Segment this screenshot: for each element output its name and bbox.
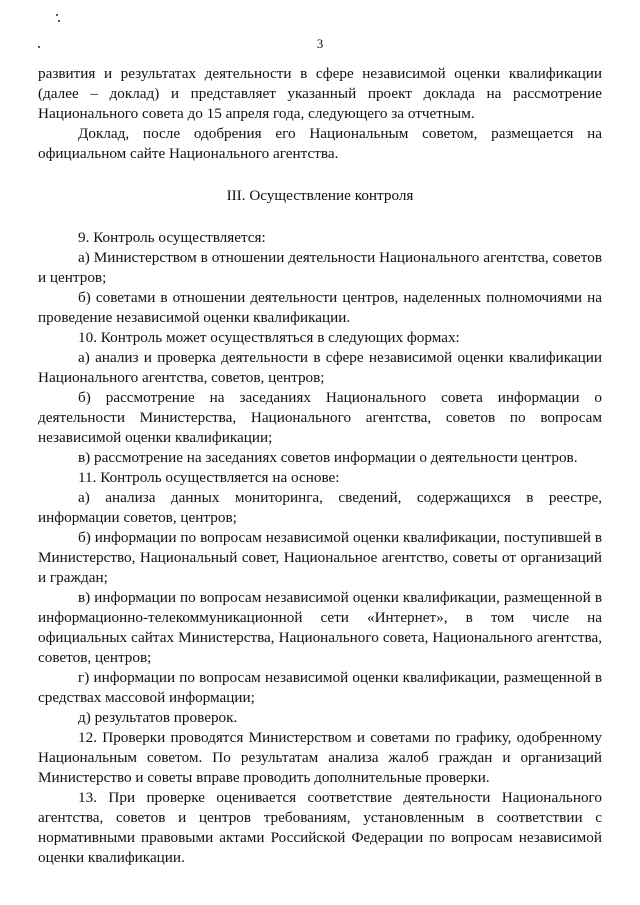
paragraph: б) советами в отношении деятельности центров, наделенных полномочиями на проведение независимой оценки квалификации. (38, 289, 602, 326)
paragraph: 13. При проверке оценивается соответствие деятельности Национального агентства, советов и центров требованиям, установленным в соответствии с нормативными правовыми актами Российской Федерации по вопросам независимой оценки квалификации. (38, 789, 602, 866)
scan-speck (58, 20, 60, 22)
paragraph: 11. Контроль осуществляется на основе: (78, 469, 340, 486)
paragraph: в) рассмотрение на заседаниях советов информации о деятельности центров. (78, 449, 578, 466)
paragraph: д) результатов проверок. (78, 709, 238, 726)
paragraph: в) информации по вопросам независимой оценки квалификации, размещенной в информационно-телекоммуникационной сети «Интернет», в том числе на официальных сайтах Министерства, Национального совета, Национального агентства, советов, центров; (38, 589, 602, 666)
paragraph: г) информации по вопросам независимой оценки квалификации, размещенной в средствах массовой информации; (38, 669, 602, 706)
paragraphs-after-heading (38, 228, 602, 868)
page-number: 3 (316, 36, 324, 51)
paragraph: а) анализ и проверка деятельности в сфере независимой оценки квалификации Национального агентства, советов, центров; (38, 349, 602, 386)
paragraph: а) анализа данных мониторинга, сведений, содержащихся в реестре, информации советов, центров; (38, 489, 602, 526)
paragraphs-before-heading (38, 64, 602, 164)
paragraph: 10. Контроль может осуществляться в следующих формах: (78, 329, 460, 346)
document-body (38, 64, 602, 868)
scan-speck (56, 14, 58, 16)
paragraph: а) Министерством в отношении деятельности Национального агентства, советов и центров; (38, 249, 602, 286)
paragraph: б) информации по вопросам независимой оценки квалификации, поступившей в Министерство, Национальный совет, Национальное агентство, советы от организаций и граждан; (38, 529, 602, 586)
section-heading: III. Осуществление контроля (226, 187, 414, 204)
paragraph: 9. Контроль осуществляется: (78, 229, 266, 246)
paragraph: развития и результатах деятельности в сфере независимой оценки квалификации (далее – доклад) и представляет указанный проект доклада на рассмотрение Национального совета до 15 апреля года, следующего за отчетным. (38, 65, 602, 122)
paragraph: б) рассмотрение на заседаниях Национального совета информации о деятельности Министерства, Национального агентства, советов по вопросам независимой оценки квалификации; (38, 389, 602, 446)
paragraph: 12. Проверки проводятся Министерством и советами по графику, одобренному Национальным советом. По результатам анализа жалоб граждан и организаций Министерство и советы вправе проводить дополнительные проверки. (38, 729, 602, 786)
paragraph: Доклад, после одобрения его Национальным советом, размещается на официальном сайте Национального агентства. (38, 125, 602, 162)
